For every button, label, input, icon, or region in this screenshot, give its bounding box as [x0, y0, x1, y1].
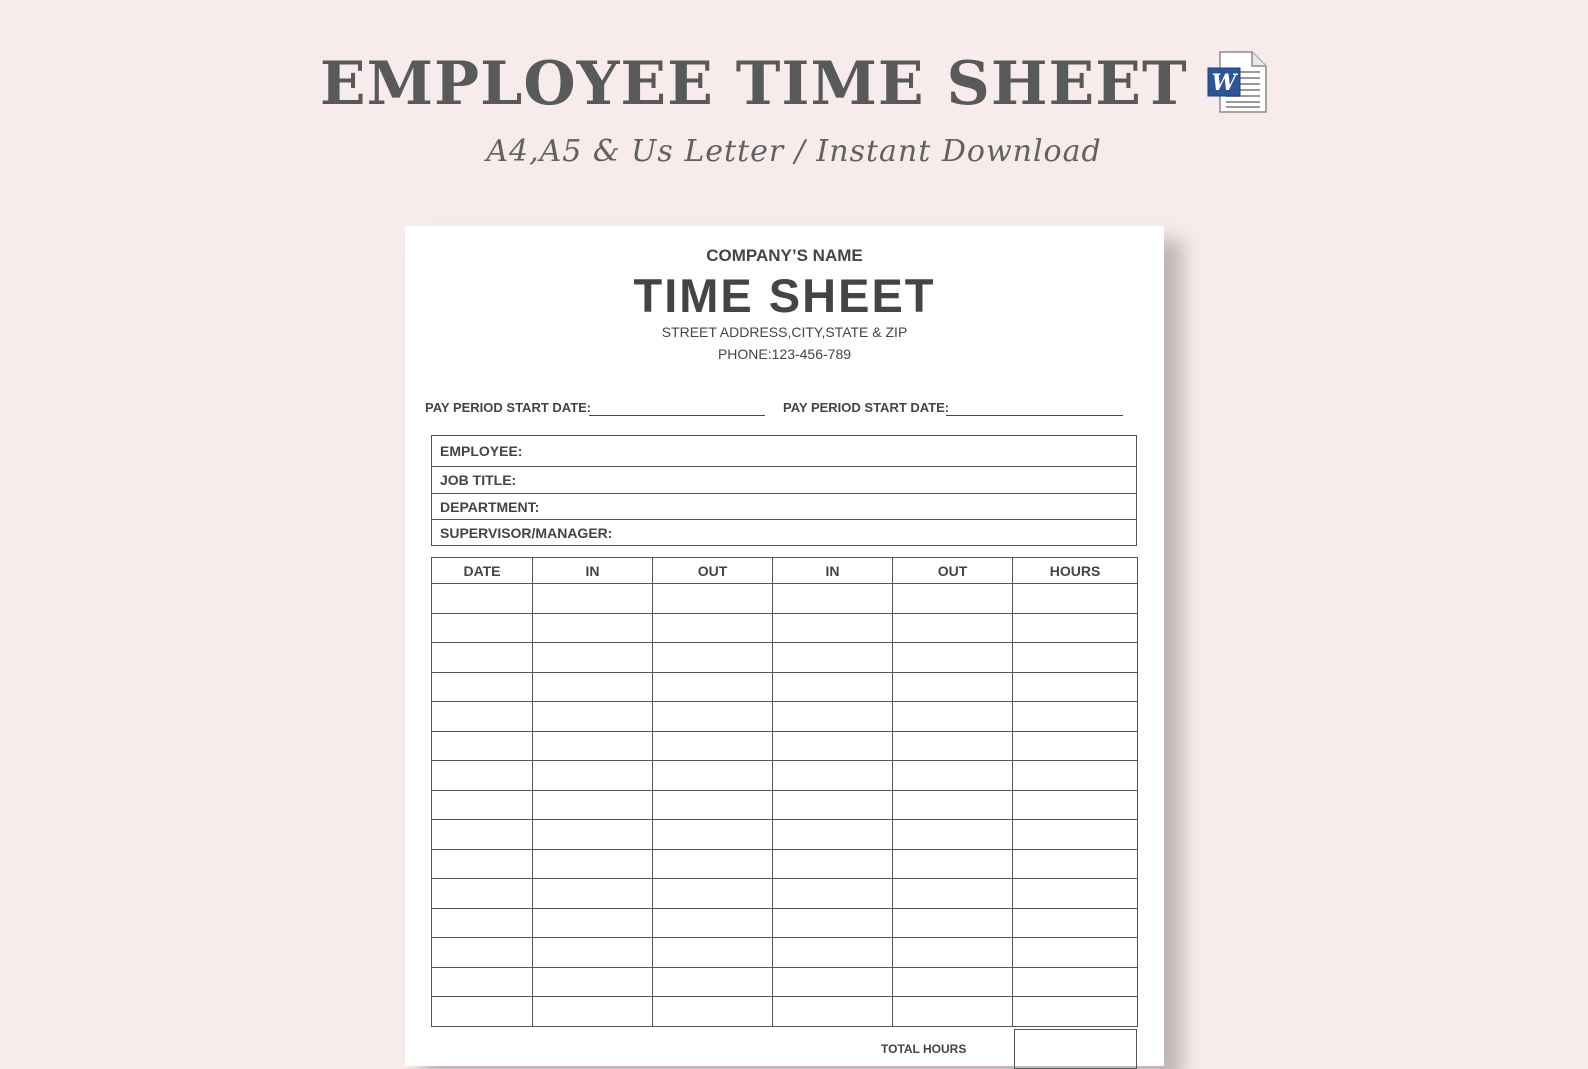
- table-cell[interactable]: [893, 849, 1013, 879]
- table-row: [432, 790, 1138, 820]
- table-cell[interactable]: [432, 790, 533, 820]
- table-cell[interactable]: [533, 849, 653, 879]
- table-cell[interactable]: [533, 997, 653, 1027]
- table-cell[interactable]: [773, 613, 893, 643]
- timesheet-page: [405, 226, 1164, 1066]
- table-row: [432, 849, 1138, 879]
- table-cell[interactable]: [533, 613, 653, 643]
- table-cell[interactable]: [1013, 613, 1138, 643]
- company-phone: PHONE:123-456-789: [717, 346, 852, 362]
- table-cell[interactable]: [533, 938, 653, 968]
- supervisor-field[interactable]: SUPERVISOR/MANAGER:: [440, 524, 613, 541]
- table-cell[interactable]: [533, 879, 653, 909]
- table-cell[interactable]: [773, 879, 893, 909]
- table-cell[interactable]: [893, 938, 1013, 968]
- table-row: [432, 731, 1138, 761]
- table-cell[interactable]: [773, 702, 893, 732]
- table-cell[interactable]: [432, 879, 533, 909]
- table-cell[interactable]: [432, 908, 533, 938]
- table-cell[interactable]: [533, 761, 653, 791]
- table-cell[interactable]: [533, 584, 653, 614]
- pay-period-start-label: PAY PERIOD START DATE:: [425, 400, 592, 415]
- table-cell[interactable]: [653, 672, 773, 702]
- table-cell[interactable]: [653, 997, 773, 1027]
- table-cell[interactable]: [533, 967, 653, 997]
- table-cell[interactable]: [653, 731, 773, 761]
- table-row: [432, 997, 1138, 1027]
- table-cell[interactable]: [893, 967, 1013, 997]
- total-hours-box[interactable]: [1014, 1029, 1137, 1069]
- table-cell[interactable]: [432, 761, 533, 791]
- pay-period-end-label: PAY PERIOD START DATE:: [783, 400, 950, 415]
- table-cell[interactable]: [773, 790, 893, 820]
- table-cell[interactable]: [1013, 584, 1138, 614]
- header-in-1: IN: [533, 558, 653, 584]
- header-in-2: IN: [773, 558, 893, 584]
- company-address: STREET ADDRESS,CITY,STATE & ZIP: [661, 324, 908, 340]
- table-row: [432, 908, 1138, 938]
- table-row: [432, 672, 1138, 702]
- table-cell[interactable]: [773, 997, 893, 1027]
- table-cell[interactable]: [773, 820, 893, 850]
- table-row: [432, 761, 1138, 791]
- table-cell[interactable]: [893, 643, 1013, 673]
- table-cell[interactable]: [653, 702, 773, 732]
- table-cell[interactable]: [1013, 820, 1138, 850]
- table-header-row: [432, 558, 1138, 584]
- pay-period-end-line[interactable]: [946, 415, 1123, 416]
- table-cell[interactable]: [533, 672, 653, 702]
- table-cell[interactable]: [653, 967, 773, 997]
- table-cell[interactable]: [1013, 908, 1138, 938]
- table-cell[interactable]: [432, 702, 533, 732]
- table-cell[interactable]: [893, 908, 1013, 938]
- header-out-1: OUT: [653, 558, 773, 584]
- document-title: TIME SHEET: [633, 269, 936, 322]
- table-cell[interactable]: [773, 584, 893, 614]
- table-cell[interactable]: [432, 938, 533, 968]
- table-cell[interactable]: [653, 584, 773, 614]
- table-cell[interactable]: [893, 702, 1013, 732]
- department-field[interactable]: DEPARTMENT:: [432, 494, 1136, 520]
- time-entry-rows: [432, 584, 1138, 1027]
- table-cell[interactable]: [1013, 643, 1138, 673]
- table-cell[interactable]: [432, 820, 533, 850]
- company-name: COMPANY’S NAME: [706, 246, 863, 265]
- table-cell[interactable]: [533, 790, 653, 820]
- table-cell[interactable]: [893, 997, 1013, 1027]
- table-cell[interactable]: [893, 613, 1013, 643]
- employee-info-table: [431, 435, 1137, 546]
- table-cell[interactable]: [432, 643, 533, 673]
- table-cell[interactable]: [432, 584, 533, 614]
- table-cell[interactable]: [1013, 879, 1138, 909]
- employee-field[interactable]: EMPLOYEE:: [432, 436, 1136, 467]
- table-cell[interactable]: [773, 849, 893, 879]
- job-title-field[interactable]: JOB TITLE:: [432, 467, 1136, 494]
- table-cell[interactable]: [1013, 997, 1138, 1027]
- table-cell[interactable]: [653, 820, 773, 850]
- table-cell[interactable]: [893, 731, 1013, 761]
- table-row: [432, 702, 1138, 732]
- table-cell[interactable]: [1013, 967, 1138, 997]
- table-cell[interactable]: [1013, 938, 1138, 968]
- word-document-icon: [1206, 50, 1268, 114]
- header-hours: HOURS: [1013, 558, 1138, 584]
- table-cell[interactable]: [533, 908, 653, 938]
- table-cell[interactable]: [893, 879, 1013, 909]
- svg-text:W: W: [1211, 70, 1237, 96]
- table-cell[interactable]: [533, 820, 653, 850]
- table-row: [432, 643, 1138, 673]
- table-row: [432, 584, 1138, 614]
- table-row: [432, 820, 1138, 850]
- table-cell[interactable]: [1013, 761, 1138, 791]
- table-cell[interactable]: [533, 702, 653, 732]
- table-cell[interactable]: [893, 584, 1013, 614]
- table-cell[interactable]: [893, 790, 1013, 820]
- table-cell[interactable]: [773, 938, 893, 968]
- table-cell[interactable]: [1013, 672, 1138, 702]
- table-cell[interactable]: [432, 997, 533, 1027]
- table-cell[interactable]: [653, 879, 773, 909]
- pay-period-start-line[interactable]: [589, 415, 765, 416]
- table-cell[interactable]: [653, 938, 773, 968]
- table-cell[interactable]: [1013, 849, 1138, 879]
- banner-title-row: [0, 46, 1588, 122]
- table-cell[interactable]: [432, 672, 533, 702]
- table-cell[interactable]: [893, 672, 1013, 702]
- table-cell[interactable]: [1013, 790, 1138, 820]
- table-row: [432, 967, 1138, 997]
- header-date: DATE: [432, 558, 533, 584]
- banner-title: EMPLOYEE TIME SHEET: [319, 49, 1188, 119]
- table-cell[interactable]: [653, 908, 773, 938]
- table-cell[interactable]: [773, 643, 893, 673]
- table-row: [432, 613, 1138, 643]
- table-cell[interactable]: [893, 761, 1013, 791]
- table-cell[interactable]: [533, 643, 653, 673]
- table-cell[interactable]: [432, 967, 533, 997]
- table-cell[interactable]: [773, 908, 893, 938]
- table-cell[interactable]: [432, 849, 533, 879]
- table-cell[interactable]: [653, 761, 773, 791]
- table-row: [432, 879, 1138, 909]
- table-cell[interactable]: [653, 643, 773, 673]
- header-out-2: OUT: [893, 558, 1013, 584]
- table-cell[interactable]: [533, 731, 653, 761]
- table-cell[interactable]: [773, 761, 893, 791]
- table-cell[interactable]: [893, 820, 1013, 850]
- time-entry-table: [431, 557, 1138, 1027]
- table-cell[interactable]: [1013, 731, 1138, 761]
- table-cell[interactable]: [773, 672, 893, 702]
- banner-subtitle: A4,A5 & Us Letter / Instant Download: [486, 134, 1102, 169]
- table-row: [432, 938, 1138, 968]
- table-cell[interactable]: [773, 731, 893, 761]
- table-cell[interactable]: [432, 613, 533, 643]
- table-cell[interactable]: [1013, 702, 1138, 732]
- table-cell[interactable]: [653, 613, 773, 643]
- total-hours-label: TOTAL HOURS: [881, 1042, 967, 1056]
- table-cell[interactable]: [773, 967, 893, 997]
- table-cell[interactable]: [653, 849, 773, 879]
- table-cell[interactable]: [432, 731, 533, 761]
- table-cell[interactable]: [653, 790, 773, 820]
